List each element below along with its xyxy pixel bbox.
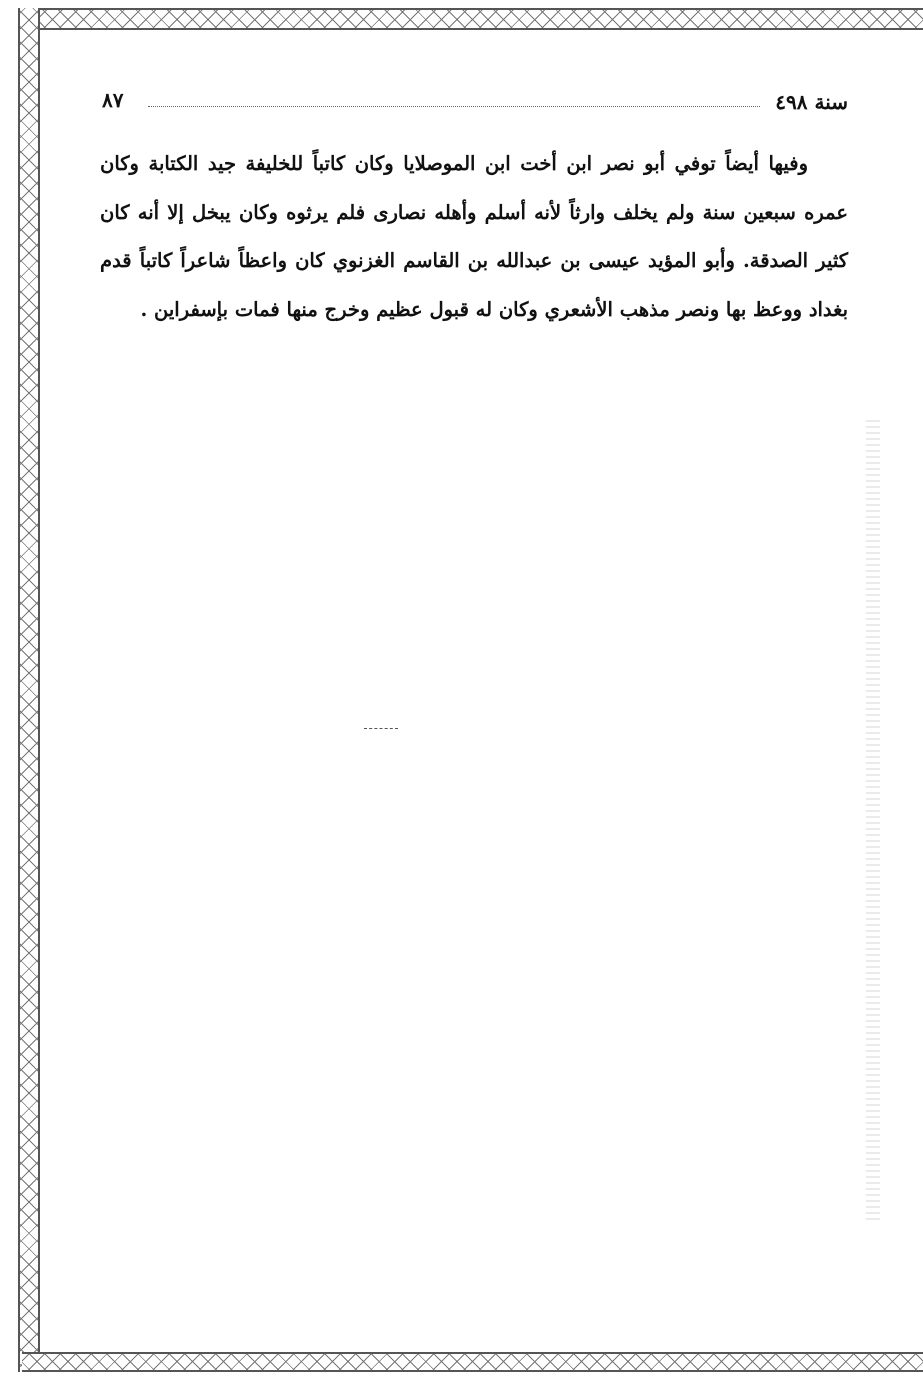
running-head: سنة ٤٩٨ <box>775 90 848 114</box>
decorative-border-bottom <box>22 1352 923 1372</box>
main-text <box>100 140 848 334</box>
page-header <box>102 88 848 118</box>
section-separator <box>364 728 398 729</box>
header-dotted-rule <box>148 106 760 107</box>
margin-rule <box>866 420 880 1220</box>
page-number: ٨٧ <box>102 88 124 112</box>
paragraph: وفيها أيضاً توفي أبو نصر ابن أخت ابن الموصلايا وكان كاتباً للخليفة جيد الكتابة وكان عمره سبعين سنة ولم يخلف وارثاً لأنه أسلم وأهله نصارى فلم يرثوه وكان يبخل إلا أنه كان كثير الصدقة. وأبو المؤيد عيسى بن عبدالله بن القاسم الغزنوي كان واعظاً شاعراً كاتباً قدم بغداد ووعظ بها ونصر مذهب الأشعري وكان له قبول عظيم وخرج منها فمات بإسفراين . <box>100 152 848 321</box>
decorative-border-left <box>18 8 40 1372</box>
decorative-border-top <box>22 8 923 30</box>
